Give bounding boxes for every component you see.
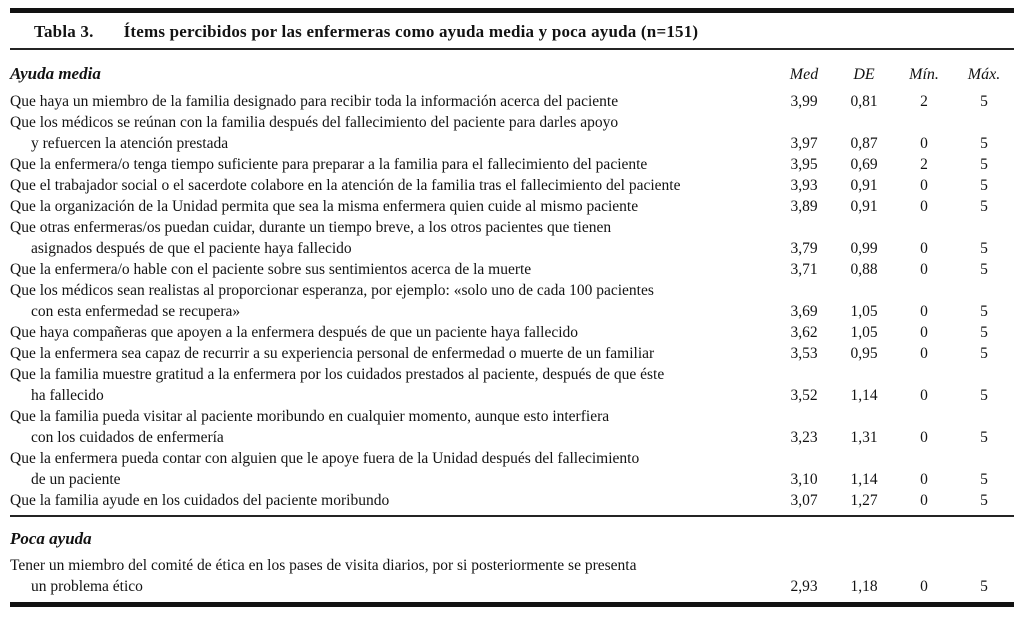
value-de: 1,14 [850, 471, 878, 488]
value-de: 0,91 [850, 177, 878, 194]
table-row [10, 217, 1014, 259]
item-description [10, 406, 774, 448]
item-text-line: Tener un miembro del comité de ética en los pases de visita diarios, por si posteriormente se presenta [10, 557, 637, 574]
value-max: 5 [980, 345, 988, 362]
section-header-ayuda-media [10, 50, 1014, 91]
value-max: 5 [980, 387, 988, 404]
value-de: 1,18 [850, 578, 878, 595]
item-text-line: Que la enfermera pueda contar con alguien que le apoye fuera de la Unidad después del fallecimiento [10, 450, 640, 467]
value-min: 2 [920, 156, 928, 173]
value-max: 5 [980, 135, 988, 152]
table-row [10, 364, 1014, 406]
item-description [10, 217, 774, 259]
table-row [10, 175, 1014, 196]
table-row [10, 406, 1014, 448]
value-med: 3,62 [790, 324, 818, 341]
bottom-rule [10, 602, 1014, 607]
item-text-line: Que el trabajador social o el sacerdote colabore en la atención de la familia tras el fallecimiento del paciente [10, 177, 681, 194]
value-min: 0 [920, 177, 928, 194]
item-description [10, 175, 774, 196]
item-description [10, 364, 774, 406]
item-text-line: con esta enfermedad se recupera» [31, 303, 241, 320]
value-med: 3,69 [790, 303, 818, 320]
item-description [10, 555, 774, 597]
item-text-line: asignados después de que el paciente haya fallecido [31, 240, 352, 257]
item-text-line: ha fallecido [31, 387, 104, 404]
value-max: 5 [980, 177, 988, 194]
item-description [10, 154, 774, 175]
value-med: 3,71 [790, 261, 818, 278]
item-description [10, 196, 774, 217]
item-text-line: Que haya un miembro de la familia designado para recibir toda la información acerca del paciente [10, 93, 619, 110]
value-de: 0,87 [850, 135, 878, 152]
value-de: 0,95 [850, 345, 878, 362]
value-med: 3,97 [790, 135, 818, 152]
item-text-line: y refuercen la atención prestada [31, 135, 229, 152]
item-text-line: Que la familia ayude en los cuidados del paciente moribundo [10, 492, 390, 509]
value-de: 1,05 [850, 324, 878, 341]
value-de: 0,91 [850, 198, 878, 215]
value-de: 0,99 [850, 240, 878, 257]
table-title: Ítems percibidos por las enfermeras como ayuda media y poca ayuda (n=151) [123, 22, 699, 41]
column-header-max: Máx. [967, 66, 1001, 83]
table-row [10, 280, 1014, 322]
table-row [10, 490, 1014, 511]
value-med: 3,89 [790, 198, 818, 215]
item-text-line: con los cuidados de enfermería [31, 429, 224, 446]
item-description [10, 490, 774, 511]
value-med: 3,99 [790, 93, 818, 110]
table-number: Tabla 3. [34, 22, 94, 41]
column-header-med: Med [789, 66, 819, 83]
value-med: 3,23 [790, 429, 818, 446]
ayuda-media-rows [10, 91, 1014, 511]
item-text-line: Que los médicos se reúnan con la familia después del fallecimiento del paciente para darles apoyo [10, 114, 619, 131]
section-title-ayuda-media: Ayuda media [10, 64, 101, 83]
value-de: 0,88 [850, 261, 878, 278]
value-min: 0 [920, 303, 928, 320]
value-med: 3,79 [790, 240, 818, 257]
table-row [10, 112, 1014, 154]
value-de: 1,27 [850, 492, 878, 509]
item-description [10, 322, 774, 343]
value-min: 0 [920, 471, 928, 488]
value-min: 0 [920, 429, 928, 446]
value-min: 0 [920, 324, 928, 341]
value-max: 5 [980, 261, 988, 278]
value-max: 5 [980, 324, 988, 341]
value-max: 5 [980, 198, 988, 215]
value-de: 1,05 [850, 303, 878, 320]
item-text-line: Que otras enfermeras/os puedan cuidar, durante un tiempo breve, a los otros pacientes que tienen [10, 219, 612, 236]
poca-ayuda-rows [10, 555, 1014, 597]
value-max: 5 [980, 578, 988, 595]
value-de: 1,14 [850, 387, 878, 404]
item-text-line: de un paciente [31, 471, 121, 488]
value-min: 2 [920, 93, 928, 110]
item-text-line: Que la enfermera/o tenga tiempo suficiente para preparar a la familia para el fallecimiento del paciente [10, 156, 648, 173]
item-text-line: Que haya compañeras que apoyen a la enfermera después de que un paciente haya fallecido [10, 324, 579, 341]
item-text-line: Que la familia muestre gratitud a la enfermera por los cuidados prestados al paciente, después de que éste [10, 366, 665, 383]
value-min: 0 [920, 135, 928, 152]
table-row [10, 154, 1014, 175]
value-med: 3,53 [790, 345, 818, 362]
value-de: 0,81 [850, 93, 878, 110]
table-caption [10, 13, 1014, 48]
value-de: 1,31 [850, 429, 878, 446]
value-min: 0 [920, 578, 928, 595]
value-max: 5 [980, 429, 988, 446]
table-row [10, 91, 1014, 112]
item-text-line: Que la enfermera/o hable con el paciente sobre sus sentimientos acerca de la muerte [10, 261, 532, 278]
item-description [10, 343, 774, 364]
item-text-line: Que la enfermera sea capaz de recurrir a su experiencia personal de enfermedad o muerte de un familiar [10, 345, 655, 362]
item-description [10, 259, 774, 280]
value-max: 5 [980, 471, 988, 488]
value-med: 3,93 [790, 177, 818, 194]
section-title-poca-ayuda: Poca ayuda [10, 529, 92, 548]
value-min: 0 [920, 240, 928, 257]
column-header-de: DE [853, 66, 875, 83]
section-header-poca-ayuda [10, 517, 1014, 555]
value-max: 5 [980, 93, 988, 110]
value-max: 5 [980, 240, 988, 257]
value-min: 0 [920, 492, 928, 509]
value-min: 0 [920, 261, 928, 278]
item-description [10, 448, 774, 490]
value-de: 0,69 [850, 156, 878, 173]
value-med: 3,10 [790, 471, 818, 488]
item-text-line: un problema ético [31, 578, 143, 595]
value-max: 5 [980, 492, 988, 509]
table-row [10, 343, 1014, 364]
table-row [10, 196, 1014, 217]
table-row [10, 259, 1014, 280]
value-med: 3,07 [790, 492, 818, 509]
value-med: 3,52 [790, 387, 818, 404]
value-max: 5 [980, 156, 988, 173]
item-text-line: Que los médicos sean realistas al proporcionar esperanza, por ejemplo: «solo uno de cada 100 pacientes [10, 282, 654, 299]
item-description [10, 112, 774, 154]
column-header-min: Mín. [909, 66, 939, 83]
value-med: 2,93 [790, 578, 818, 595]
value-min: 0 [920, 387, 928, 404]
value-med: 3,95 [790, 156, 818, 173]
table-row [10, 555, 1014, 597]
item-description [10, 91, 774, 112]
table-row [10, 448, 1014, 490]
value-max: 5 [980, 303, 988, 320]
value-min: 0 [920, 198, 928, 215]
item-description [10, 280, 774, 322]
table-row [10, 322, 1014, 343]
value-min: 0 [920, 345, 928, 362]
table-3 [10, 8, 1014, 607]
item-text-line: Que la organización de la Unidad permita que sea la misma enfermera quien cuide al mismo paciente [10, 198, 639, 215]
item-text-line: Que la familia pueda visitar al paciente moribundo en cualquier momento, aunque esto interfiera [10, 408, 610, 425]
